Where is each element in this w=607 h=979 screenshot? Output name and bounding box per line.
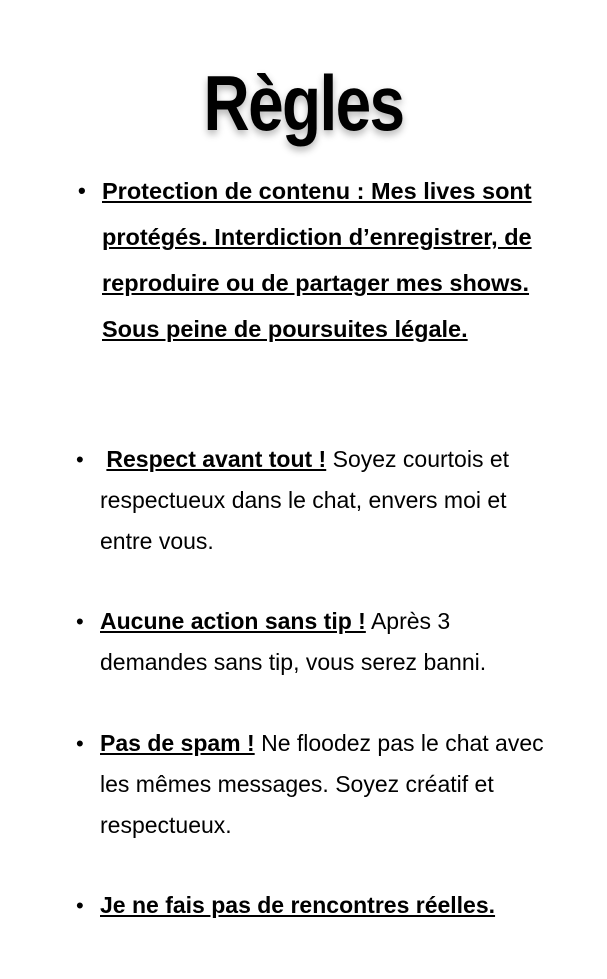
rule-item: [78, 168, 532, 352]
bullet-icon: •: [76, 447, 84, 472]
rule-text: Ne floodez pas le chat avec les mêmes messages. Soyez créatif et respectueux.: [100, 730, 544, 838]
bullet-icon: •: [76, 893, 84, 918]
rule-bold: Je ne fais pas de rencontres réelles.: [100, 892, 496, 918]
rule-bold: Aucune action sans tip !: [100, 608, 366, 634]
bullet-icon: •: [76, 609, 84, 634]
rule-bold: Pas de spam !: [100, 730, 255, 756]
rule-item: [76, 723, 550, 846]
bullet-icon: •: [78, 178, 86, 203]
rule-text: Après 3 demandes sans tip, vous serez banni.: [100, 608, 487, 675]
page-title: Règles: [203, 59, 404, 147]
rule-bold: Protection de contenu : Mes lives sont protégés. Interdiction d’enregistrer, de reproduire ou de partager mes shows. Sous peine de poursuites légale.: [102, 178, 532, 342]
rule-item: [76, 601, 520, 683]
rule-bold: Respect avant tout !: [106, 446, 327, 472]
rule-item: [76, 885, 560, 926]
rule-item: [76, 439, 560, 562]
bullet-icon: •: [76, 731, 84, 756]
rule-text: Soyez courtois et respectueux dans le chat, envers moi et entre vous.: [100, 446, 510, 554]
